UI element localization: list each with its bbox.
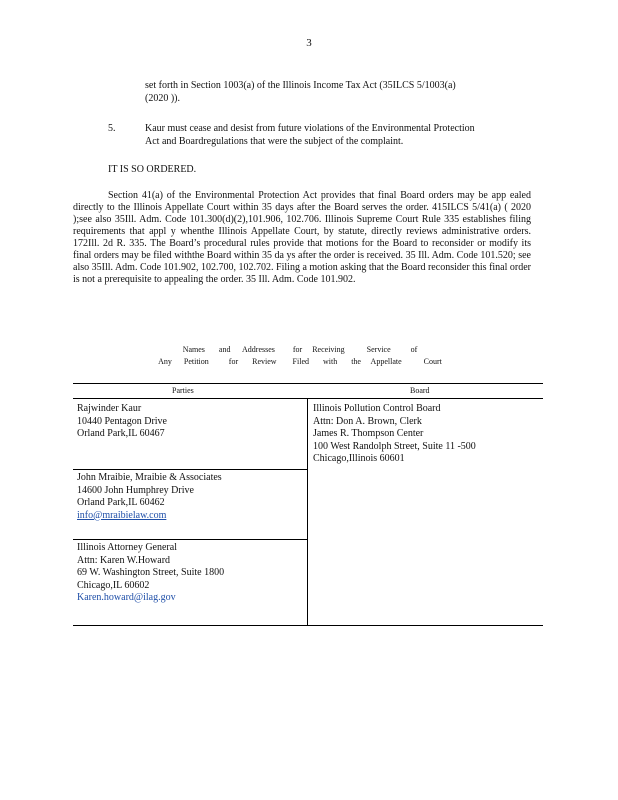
item-5-line-2: Act and Boardregulations that were the subject of the complaint. (145, 136, 404, 147)
board-line: 100 West Randolph Street, Suite 11 -500 (313, 440, 476, 452)
service-heading-line-1: Names and Addresses for Receiving Service of (182, 345, 418, 354)
appeal-paragraph: Section 41(a) of the Environmental Protection Act provides that final Board orders may be app ealed directly to the Illinois Appellate Court within 35 days after the Board serves the order. 415ILCS 5/41(a) ( 2020 );see also 35Ill. Adm. Code 101.300(d)(2),101.906, 102.706. Illinois Supreme Court Rule 335 establishes filing requirements that appl y whenthe Illinois Appellate Court, by statute, directly reviews administrative orders. 172Ill. 2d R. 335. The Board’s procedural rules provide that motions for the Board to reconsider or modify its final orders may be filed withthe Board within 35 da ys after the order is received. 35 Ill. Adm. Code 101.520; see also 35Ill. Adm. Code 101.902, 102.700, 102.702. Filing a motion asking that the Board reconsider this final order is not a prerequisite to appealing the order. 35 Ill. Adm. Code 101.902. (73, 190, 531, 285)
party-line: Orland Park,IL 60467 (77, 428, 165, 439)
column-divider (307, 399, 308, 625)
board-line: Chicago,Illinois 60601 (313, 453, 405, 464)
item-5-number: 5. (108, 123, 116, 134)
so-ordered: IT IS SO ORDERED. (108, 164, 197, 175)
party-line: 14600 John Humphrey Drive (77, 484, 194, 496)
board-line: Illinois Pollution Control Board (313, 403, 441, 414)
page-number: 3 (306, 37, 312, 49)
party-line: Rajwinder Kaur (77, 403, 142, 414)
item-5-line-1: Kaur must cease and desist from future violations of the Environmental Protection (145, 123, 475, 134)
party-separator (73, 539, 308, 540)
board-address (313, 403, 539, 466)
service-table-top-rule (73, 383, 543, 384)
board-line: James R. Thompson Center (313, 428, 424, 439)
party-attorney-general (77, 542, 303, 605)
board-line: Attn: Don A. Brown, Clerk (313, 415, 422, 427)
continued-item-line-2: (2020 )). (145, 93, 180, 104)
party-line: Illinois Attorney General (77, 542, 177, 553)
email-link[interactable]: info@mraibielaw.com (77, 509, 167, 521)
continued-item-line-1: set forth in Section 1003(a) of the Illinois Income Tax Act (35ILCS 5/1003(a) (145, 80, 456, 91)
party-line: 69 W. Washington Street, Suite 1800 (77, 567, 225, 578)
continued-list-item (145, 79, 535, 105)
email-link[interactable]: Karen.howard@ilag.gov (77, 592, 176, 603)
board-column-header: Board (410, 386, 430, 395)
party-line: Attn: Karen W.Howard (77, 554, 171, 566)
item-5-text (145, 122, 537, 148)
party-mraibie (77, 472, 303, 522)
party-line: 10440 Pentagon Drive (77, 415, 167, 427)
party-line: Orland Park,IL 60462 (77, 497, 165, 508)
service-heading-line-2: Any Petition for Review Filed with the Appellate Court (158, 357, 442, 366)
party-kaur (77, 403, 303, 441)
party-separator (73, 469, 308, 470)
parties-column-header: Parties (172, 386, 194, 395)
service-heading (150, 344, 450, 368)
service-table (73, 398, 543, 626)
party-line: Chicago,IL 60602 (77, 579, 150, 591)
party-line: John Mraibie, Mraibie & Associates (77, 472, 222, 483)
